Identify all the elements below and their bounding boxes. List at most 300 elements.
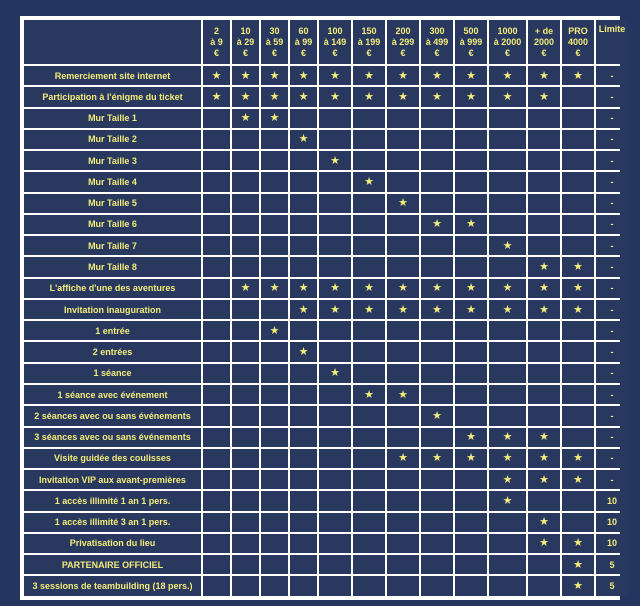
star-icon-cell: [489, 491, 526, 510]
empty-cell: [290, 513, 317, 532]
table-row: [24, 406, 628, 425]
star-icon: ★: [502, 473, 513, 486]
empty-cell: [232, 470, 259, 489]
row-label: Mur Taille 8: [24, 257, 201, 276]
empty-cell: [203, 109, 230, 128]
empty-cell: [232, 236, 259, 255]
star-icon: ★: [432, 90, 442, 103]
column-header-line: à 99: [294, 36, 313, 47]
empty-cell: [562, 87, 594, 106]
star-icon-cell: [562, 470, 594, 489]
row-label: 2 entrées: [24, 342, 201, 361]
limit-cell: -: [596, 449, 628, 468]
column-header-line: €: [300, 47, 306, 58]
star-icon-cell: [261, 279, 288, 298]
star-icon: ★: [432, 69, 442, 82]
star-icon-cell: [528, 300, 560, 319]
star-icon: ★: [466, 90, 476, 103]
column-header: [421, 20, 453, 64]
empty-cell: [203, 151, 230, 170]
star-icon-cell: [489, 300, 526, 319]
column-header-line: €: [271, 47, 277, 58]
star-icon-cell: [489, 279, 526, 298]
table-row: [24, 470, 628, 489]
star-icon: ★: [573, 452, 583, 465]
empty-cell: [353, 342, 385, 361]
empty-cell: [562, 109, 594, 128]
star-icon: ★: [466, 431, 476, 444]
empty-cell: [489, 321, 526, 340]
empty-cell: [203, 534, 230, 553]
empty-cell: [528, 555, 560, 574]
empty-cell: [489, 151, 526, 170]
empty-cell: [290, 172, 317, 191]
star-icon-cell: [203, 66, 230, 85]
empty-cell: [421, 385, 453, 404]
empty-cell: [562, 342, 594, 361]
empty-cell: [319, 194, 351, 213]
empty-cell: [290, 109, 317, 128]
star-icon-cell: [489, 470, 526, 489]
empty-cell: [421, 555, 453, 574]
empty-cell: [290, 236, 317, 255]
column-header: [455, 20, 487, 64]
empty-cell: [387, 576, 419, 596]
empty-cell: [261, 385, 288, 404]
empty-cell: [455, 406, 487, 425]
limit-cell: -: [596, 428, 628, 447]
star-icon: ★: [364, 282, 374, 295]
column-header: [387, 20, 419, 64]
empty-cell: [562, 491, 594, 510]
column-header-line: à 59: [265, 36, 284, 47]
empty-cell: [421, 151, 453, 170]
column-header: [261, 20, 288, 64]
empty-cell: [232, 385, 259, 404]
star-icon: ★: [539, 261, 549, 274]
empty-cell: [353, 449, 385, 468]
empty-cell: [528, 151, 560, 170]
star-icon-cell: [455, 87, 487, 106]
star-icon-cell: [489, 66, 526, 85]
row-label: Mur Taille 4: [24, 172, 201, 191]
column-header-line: à 2000: [493, 36, 522, 47]
star-icon: ★: [539, 282, 549, 295]
star-icon: ★: [466, 452, 476, 465]
empty-cell: [319, 406, 351, 425]
star-icon-cell: [562, 534, 594, 553]
table-row: [24, 321, 628, 340]
star-icon-cell: [562, 576, 594, 596]
column-header-line: €: [242, 47, 248, 58]
empty-cell: [528, 364, 560, 383]
empty-cell: [203, 130, 230, 149]
row-label: Privatisation du lieu: [24, 534, 201, 553]
star-icon-cell: [489, 428, 526, 447]
empty-cell: [421, 172, 453, 191]
row-label: PARTENAIRE OFFICIEL: [24, 555, 201, 574]
star-icon: ★: [211, 69, 222, 82]
star-icon: ★: [539, 431, 549, 444]
empty-cell: [232, 449, 259, 468]
empty-cell: [528, 109, 560, 128]
table-row: [24, 194, 628, 213]
star-icon: ★: [432, 218, 442, 231]
star-icon: ★: [466, 69, 476, 82]
limit-cell: 10: [596, 534, 628, 553]
empty-cell: [261, 194, 288, 213]
empty-cell: [203, 194, 230, 213]
star-icon: ★: [211, 90, 222, 103]
star-icon: ★: [539, 303, 549, 316]
row-label: 3 séances avec ou sans événements: [24, 428, 201, 447]
star-icon: ★: [573, 473, 583, 486]
column-header-line: 100: [327, 25, 343, 36]
row-label: 1 entrée: [24, 321, 201, 340]
empty-cell: [455, 321, 487, 340]
star-icon: ★: [364, 69, 374, 82]
star-icon: ★: [539, 473, 549, 486]
empty-cell: [290, 428, 317, 447]
empty-cell: [489, 385, 526, 404]
empty-cell: [319, 470, 351, 489]
empty-cell: [387, 364, 419, 383]
star-icon: ★: [573, 558, 583, 571]
empty-cell: [203, 257, 230, 276]
rewards-table-frame: [20, 16, 626, 600]
limit-cell: -: [596, 279, 628, 298]
empty-cell: [489, 215, 526, 234]
empty-cell: [387, 342, 419, 361]
table-row: [24, 428, 628, 447]
star-icon-cell: [387, 87, 419, 106]
empty-cell: [261, 236, 288, 255]
star-icon-cell: [232, 66, 259, 85]
empty-cell: [421, 534, 453, 553]
row-label: L'affiche d'une des aventures: [24, 279, 201, 298]
empty-cell: [290, 364, 317, 383]
star-icon: ★: [573, 282, 583, 295]
star-icon: ★: [502, 494, 513, 507]
star-icon: ★: [364, 388, 374, 401]
star-icon: ★: [298, 90, 309, 103]
empty-cell: [319, 428, 351, 447]
empty-cell: [562, 513, 594, 532]
limit-cell: -: [596, 87, 628, 106]
empty-cell: [455, 491, 487, 510]
star-icon: ★: [298, 346, 309, 359]
star-icon-cell: [421, 66, 453, 85]
empty-cell: [232, 151, 259, 170]
star-icon-cell: [562, 555, 594, 574]
empty-cell: [421, 428, 453, 447]
empty-cell: [353, 576, 385, 596]
empty-cell: [232, 428, 259, 447]
empty-cell: [489, 406, 526, 425]
empty-cell: [261, 576, 288, 596]
empty-cell: [421, 109, 453, 128]
star-icon: ★: [240, 282, 251, 295]
empty-cell: [203, 470, 230, 489]
empty-cell: [562, 172, 594, 191]
empty-cell: [455, 109, 487, 128]
star-icon: ★: [298, 282, 309, 295]
star-icon-cell: [455, 279, 487, 298]
limit-cell: -: [596, 364, 628, 383]
empty-cell: [421, 236, 453, 255]
column-header-line: €: [366, 47, 372, 58]
empty-cell: [203, 449, 230, 468]
row-label: 2 séances avec ou sans événements: [24, 406, 201, 425]
empty-cell: [489, 342, 526, 361]
empty-cell: [387, 406, 419, 425]
empty-cell: [387, 236, 419, 255]
empty-cell: [232, 364, 259, 383]
empty-cell: [319, 130, 351, 149]
star-icon: ★: [298, 133, 309, 146]
column-header-line: à 499: [425, 36, 449, 47]
star-icon-cell: [290, 87, 317, 106]
empty-cell: [562, 130, 594, 149]
star-icon-cell: [528, 534, 560, 553]
limit-cell: -: [596, 300, 628, 319]
star-icon-cell: [528, 87, 560, 106]
star-icon-cell: [232, 109, 259, 128]
star-icon-cell: [528, 66, 560, 85]
empty-cell: [232, 300, 259, 319]
empty-cell: [562, 364, 594, 383]
column-header: [562, 20, 594, 64]
star-icon: ★: [330, 303, 340, 316]
column-header-line: 60: [298, 25, 309, 36]
limit-cell: 10: [596, 513, 628, 532]
empty-cell: [203, 300, 230, 319]
empty-cell: [387, 470, 419, 489]
row-label: Mur Taille 1: [24, 109, 201, 128]
table-row: [24, 364, 628, 383]
star-icon: ★: [330, 282, 340, 295]
limit-cell: -: [596, 470, 628, 489]
empty-cell: [387, 555, 419, 574]
empty-cell: [421, 491, 453, 510]
empty-cell: [528, 321, 560, 340]
column-header-line: à 299: [391, 36, 415, 47]
empty-cell: [353, 194, 385, 213]
star-icon: ★: [269, 282, 280, 295]
star-icon-cell: [319, 151, 351, 170]
empty-cell: [290, 555, 317, 574]
limit-cell: -: [596, 66, 628, 85]
empty-cell: [261, 342, 288, 361]
empty-cell: [203, 364, 230, 383]
empty-cell: [455, 194, 487, 213]
empty-cell: [203, 491, 230, 510]
empty-cell: [353, 151, 385, 170]
empty-cell: [353, 513, 385, 532]
star-icon: ★: [573, 261, 583, 274]
empty-cell: [455, 236, 487, 255]
empty-cell: [290, 470, 317, 489]
empty-cell: [261, 406, 288, 425]
empty-cell: [232, 555, 259, 574]
empty-cell: [528, 406, 560, 425]
star-icon: ★: [269, 112, 280, 125]
empty-cell: [562, 428, 594, 447]
star-icon-cell: [528, 257, 560, 276]
empty-cell: [232, 215, 259, 234]
empty-cell: [232, 194, 259, 213]
column-header-line: €: [434, 47, 440, 58]
empty-cell: [319, 215, 351, 234]
column-header-line: 300: [429, 25, 445, 36]
column-header: [489, 20, 526, 64]
star-icon: ★: [539, 69, 549, 82]
empty-cell: [528, 576, 560, 596]
table-row: [24, 491, 628, 510]
empty-cell: [387, 151, 419, 170]
star-icon-cell: [387, 279, 419, 298]
empty-cell: [353, 364, 385, 383]
column-header-line: 200: [395, 25, 411, 36]
limit-cell: 5: [596, 555, 628, 574]
star-icon: ★: [364, 90, 374, 103]
empty-cell: [261, 151, 288, 170]
empty-cell: [387, 491, 419, 510]
star-icon: ★: [240, 69, 251, 82]
empty-cell: [319, 109, 351, 128]
star-icon-cell: [421, 406, 453, 425]
star-icon: ★: [539, 516, 549, 529]
empty-cell: [528, 491, 560, 510]
star-icon: ★: [573, 580, 583, 593]
star-icon-cell: [528, 513, 560, 532]
row-label: Participation à l'énigme du ticket: [24, 87, 201, 106]
star-icon: ★: [432, 282, 442, 295]
limit-cell: -: [596, 236, 628, 255]
empty-cell: [387, 257, 419, 276]
table-row: [24, 555, 628, 574]
star-icon-cell: [421, 279, 453, 298]
empty-cell: [455, 172, 487, 191]
table-row: [24, 300, 628, 319]
empty-cell: [232, 130, 259, 149]
empty-cell: [261, 470, 288, 489]
star-icon-cell: [562, 300, 594, 319]
limit-cell: 10: [596, 491, 628, 510]
star-icon: ★: [330, 154, 340, 167]
star-icon-cell: [353, 87, 385, 106]
empty-cell: [319, 491, 351, 510]
column-header-line: €: [213, 47, 219, 58]
star-icon: ★: [502, 303, 513, 316]
star-icon-cell: [353, 172, 385, 191]
empty-cell: [562, 385, 594, 404]
star-icon: ★: [398, 303, 408, 316]
star-icon: ★: [398, 282, 408, 295]
empty-cell: [455, 576, 487, 596]
empty-cell: [319, 342, 351, 361]
column-header-line: €: [400, 47, 406, 58]
empty-cell: [290, 576, 317, 596]
star-icon: ★: [432, 409, 442, 422]
empty-cell: [387, 321, 419, 340]
empty-cell: [203, 172, 230, 191]
star-icon: ★: [502, 239, 513, 252]
limit-cell: -: [596, 406, 628, 425]
star-icon-cell: [353, 300, 385, 319]
empty-cell: [353, 257, 385, 276]
star-icon-cell: [489, 236, 526, 255]
star-icon-cell: [319, 364, 351, 383]
star-icon: ★: [364, 303, 374, 316]
table-row: [24, 449, 628, 468]
empty-cell: [203, 215, 230, 234]
row-label: Visite guidée des coulisses: [24, 449, 201, 468]
empty-cell: [319, 172, 351, 191]
empty-cell: [421, 513, 453, 532]
empty-cell: [261, 215, 288, 234]
star-icon: ★: [432, 303, 442, 316]
star-icon: ★: [298, 69, 309, 82]
empty-cell: [203, 279, 230, 298]
column-header-line: à 999: [459, 36, 483, 47]
empty-cell: [353, 491, 385, 510]
empty-cell: [489, 194, 526, 213]
empty-cell: [387, 215, 419, 234]
empty-cell: [261, 513, 288, 532]
empty-cell: [421, 576, 453, 596]
column-header-line: PRO: [568, 25, 588, 36]
empty-cell: [387, 109, 419, 128]
column-header-line: €: [541, 47, 547, 58]
star-icon: ★: [269, 69, 280, 82]
empty-cell: [261, 491, 288, 510]
empty-cell: [455, 130, 487, 149]
row-label: Mur Taille 7: [24, 236, 201, 255]
star-icon: ★: [330, 69, 340, 82]
empty-cell: [319, 385, 351, 404]
empty-cell: [203, 406, 230, 425]
star-icon-cell: [528, 428, 560, 447]
star-icon: ★: [269, 324, 280, 337]
empty-cell: [528, 385, 560, 404]
empty-cell: [421, 470, 453, 489]
empty-cell: [353, 428, 385, 447]
star-icon: ★: [330, 367, 340, 380]
empty-cell: [421, 194, 453, 213]
column-header-line: 1000: [497, 25, 518, 36]
empty-cell: [353, 406, 385, 425]
empty-cell: [455, 257, 487, 276]
star-icon-cell: [421, 449, 453, 468]
star-icon-cell: [421, 87, 453, 106]
table-row: [24, 236, 628, 255]
star-icon-cell: [261, 109, 288, 128]
empty-cell: [387, 172, 419, 191]
row-label: Mur Taille 3: [24, 151, 201, 170]
empty-cell: [290, 491, 317, 510]
limit-cell: -: [596, 342, 628, 361]
empty-cell: [528, 342, 560, 361]
star-icon-cell: [203, 87, 230, 106]
empty-cell: [489, 576, 526, 596]
star-icon-cell: [319, 66, 351, 85]
star-icon: ★: [398, 197, 408, 210]
limit-cell: 5: [596, 576, 628, 596]
empty-cell: [421, 364, 453, 383]
empty-cell: [528, 194, 560, 213]
table-row: [24, 385, 628, 404]
